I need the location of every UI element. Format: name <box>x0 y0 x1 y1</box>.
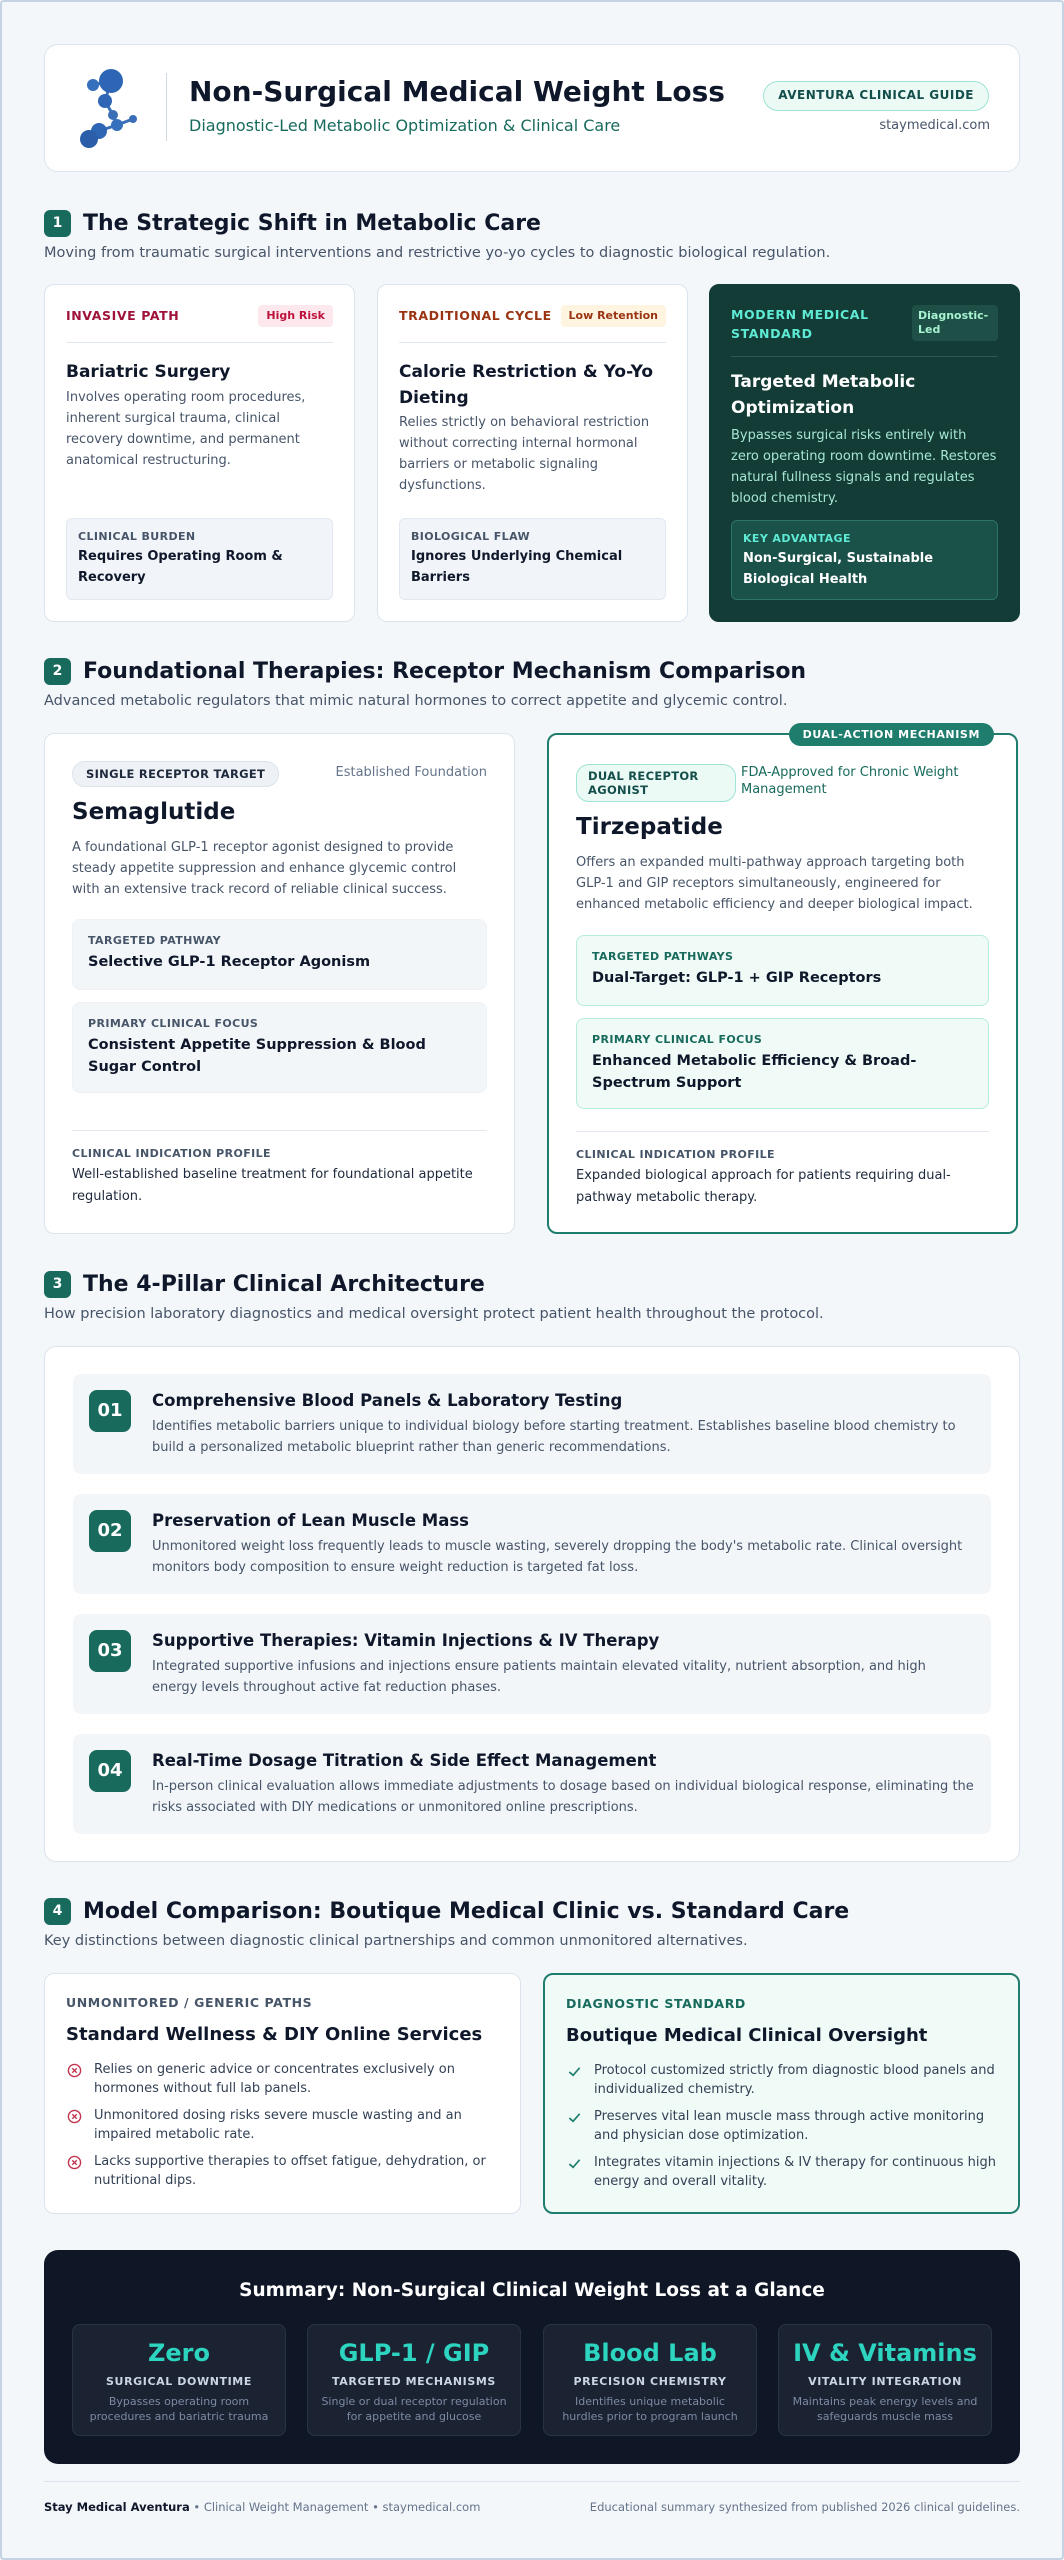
section-subtitle: How precision laboratory diagnostics and medical oversight protect patient health throughout the protocol. <box>44 1306 824 1322</box>
section-number: 1 <box>44 210 71 237</box>
pathway-value: Dual-Target: GLP-1 + GIP Receptors <box>592 970 882 986</box>
section-title: Foundational Therapies: Receptor Mechanism Comparison <box>83 659 807 684</box>
card-bariatric-surgery <box>44 284 355 622</box>
comparison-title: Standard Wellness & DIY Online Services <box>66 2024 483 2045</box>
pillar-row <box>73 1614 991 1714</box>
pillar-description: Unmonitored weight loss frequently leads to muscle wasting, severely dropping the body's metabolic rate. Clinical oversight monitors body composition to ensure weight reduction is targeted fat loss. <box>152 1539 963 1575</box>
pathway-box <box>72 919 487 990</box>
card-label: MODERN MEDICAL STANDARD <box>731 307 869 341</box>
page-title: Non-Surgical Medical Weight Loss <box>189 75 725 108</box>
pillar-title: Supportive Therapies: Vitamin Injections & IV Therapy <box>152 1631 660 1650</box>
list-item <box>66 2106 499 2152</box>
profile-label: CLINICAL INDICATION PROFILE <box>576 1148 775 1161</box>
receptor-pill: SINGLE RECEPTOR TARGET <box>72 761 279 787</box>
section-title: The Strategic Shift in Metabolic Care <box>83 211 541 236</box>
footer-brand-name: Stay Medical Aventura <box>44 2500 190 2514</box>
diagnostic-tag: Diagnostic-Led <box>912 305 998 341</box>
section-4-header <box>44 1898 1020 1958</box>
pillar-title: Preservation of Lean Muscle Mass <box>152 1511 469 1530</box>
focus-value: Enhanced Metabolic Efficiency & Broad-Spectrum Support <box>592 1053 917 1091</box>
receptor-pill: DUAL RECEPTOR AGONIST <box>576 764 736 802</box>
pathway-label: TARGETED PATHWAYS <box>592 950 734 963</box>
divider <box>399 342 666 343</box>
x-circle-icon <box>67 2063 82 2078</box>
pillar-title: Comprehensive Blood Panels & Laboratory Testing <box>152 1391 623 1410</box>
comparison-title: Boutique Medical Clinical Oversight <box>566 2025 928 2046</box>
profile-value: Well-established baseline treatment for foundational appetite regulation. <box>72 1167 473 1204</box>
footer-brand-rest: • Clinical Weight Management • staymedical.com <box>189 2500 481 2514</box>
summary-value: GLP-1 / GIP <box>338 2339 490 2367</box>
header-divider <box>166 73 167 141</box>
page-subtitle: Diagnostic-Led Metabolic Optimization & Clinical Care <box>189 116 621 135</box>
checkmark-icon <box>567 2156 582 2171</box>
card-semaglutide <box>44 733 515 1234</box>
summary-value: IV & Vitamins <box>793 2339 977 2367</box>
section-subtitle: Moving from traumatic surgical interventions and restrictive yo-yo cycles to diagnostic biological regulation. <box>44 245 831 261</box>
divider <box>731 356 998 357</box>
summary-description: Single or dual receptor regulation for appetite and glucose <box>321 2395 507 2423</box>
focus-value: Consistent Appetite Suppression & Blood Sugar Control <box>88 1037 426 1075</box>
callout-value: Ignores Underlying Chemical Barriers <box>411 549 623 585</box>
list-item-text: Integrates vitamin injections & IV therapy for continuous high energy and overall vitality. <box>594 2155 996 2189</box>
section-2-header <box>44 658 1020 718</box>
pillar-title: Real-Time Dosage Titration & Side Effect Management <box>152 1751 657 1770</box>
summary-cell <box>72 2324 286 2436</box>
retention-tag: Low Retention <box>561 305 666 327</box>
card-title: Bariatric Surgery <box>66 362 231 382</box>
pathway-label: TARGETED PATHWAY <box>88 934 222 947</box>
card-label: INVASIVE PATH <box>66 308 180 323</box>
section-number: 4 <box>44 1898 71 1925</box>
card-title: Calorie Restriction & Yo-Yo Dieting <box>399 362 654 408</box>
card-label: TRADITIONAL CYCLE <box>399 308 552 323</box>
card-metabolic-optimization <box>709 284 1020 622</box>
card-callout <box>731 520 998 600</box>
divider <box>66 342 333 343</box>
comparison-label: UNMONITORED / GENERIC PATHS <box>66 1995 313 2010</box>
card-description: Bypasses surgical risks entirely with zero operating room downtime. Restores natural fullness signals and regulates blood chemistry. <box>731 428 997 506</box>
pillar-description: In-person clinical evaluation allows immediate adjustments to dosage based on individual biological response, eliminating the risks associated with DIY medications or unmonitored online prescriptions. <box>152 1779 974 1815</box>
section-subtitle: Advanced metabolic regulators that mimic natural hormones to correct appetite and glycemic control. <box>44 693 788 709</box>
list-item-text: Relies on generic advice or concentrates exclusively on hormones without full lab panels. <box>94 2062 455 2096</box>
card-tirzepatide <box>547 728 1018 1234</box>
card-boutique-clinic <box>543 1973 1020 2214</box>
drug-description: A foundational GLP-1 receptor agonist designed to provide steady appetite suppression and enhance glycemic control with an extensive track record of reliable clinical success. <box>72 840 457 897</box>
callout-label: CLINICAL BURDEN <box>78 530 196 543</box>
list-item-text: Lacks supportive therapies to offset fatigue, dehydration, or nutritional dips. <box>94 2154 486 2188</box>
guide-badge: AVENTURA CLINICAL GUIDE <box>763 81 989 111</box>
focus-box <box>72 1002 487 1093</box>
list-item <box>566 2107 997 2153</box>
x-circle-icon <box>67 2155 82 2170</box>
profile-value: Expanded biological approach for patients requiring dual-pathway metabolic therapy. <box>576 1168 951 1205</box>
summary-value: Blood Lab <box>583 2339 717 2367</box>
pillar-row <box>73 1734 991 1834</box>
callout-label: KEY ADVANTAGE <box>743 532 851 545</box>
summary-label: SURGICAL DOWNTIME <box>106 2375 252 2388</box>
card-callout <box>399 518 666 600</box>
section-number: 3 <box>44 1271 71 1298</box>
summary-value: Zero <box>147 2339 210 2367</box>
summary-description: Identifies unique metabolic hurdles prior to program launch <box>562 2395 738 2423</box>
summary-description: Bypasses operating room procedures and bariatric trauma <box>89 2395 269 2423</box>
checkmark-icon <box>567 2064 582 2079</box>
footer-divider <box>44 2481 1020 2482</box>
header-card <box>44 44 1020 172</box>
footer-note: Educational summary synthesized from published 2026 clinical guidelines. <box>589 2500 1020 2514</box>
molecule-logo-icon <box>75 67 155 151</box>
list-item <box>66 2152 499 2198</box>
summary-cell <box>543 2324 757 2436</box>
section-3-header <box>44 1271 1020 1331</box>
footer-brand <box>44 2500 480 2514</box>
summary-cell <box>307 2324 521 2436</box>
section-1-header <box>44 210 1020 270</box>
card-note: FDA-Approved for Chronic Weight Management <box>741 765 959 797</box>
drawback-list <box>66 2060 499 2198</box>
pillar-description: Identifies metabolic barriers unique to individual biology before starting treatment. Establishes baseline blood chemistry to build a personalized metabolic blueprint rather than generic recommendations. <box>152 1419 956 1455</box>
pillar-number: 04 <box>89 1750 131 1792</box>
list-item-text: Unmonitored dosing risks severe muscle wasting and an impaired metabolic rate. <box>94 2108 462 2142</box>
pillar-row <box>73 1494 991 1594</box>
summary-label: TARGETED MECHANISMS <box>332 2375 496 2388</box>
summary-label: PRECISION CHEMISTRY <box>573 2375 727 2388</box>
summary-title: Summary: Non-Surgical Clinical Weight Loss at a Glance <box>239 2280 825 2301</box>
card-standard-care <box>44 1973 521 2214</box>
pathway-box <box>576 935 989 1006</box>
callout-label: BIOLOGICAL FLAW <box>411 530 531 543</box>
pillar-number: 02 <box>89 1510 131 1552</box>
benefit-list <box>566 2061 997 2199</box>
comparison-label: DIAGNOSTIC STANDARD <box>566 1996 746 2011</box>
divider <box>72 1130 487 1131</box>
drug-description: Offers an expanded multi-pathway approach targeting both GLP-1 and GIP receptors simultaneously, engineered for enhanced metabolic efficiency and deeper biological impact. <box>576 855 973 912</box>
checkmark-icon <box>567 2110 582 2125</box>
risk-tag: High Risk <box>258 305 333 327</box>
section-title: Model Comparison: Boutique Medical Clinic vs. Standard Care <box>83 1899 850 1924</box>
card-description: Involves operating room procedures, inherent surgical trauma, clinical recovery downtime, and permanent anatomical restructuring. <box>66 390 306 468</box>
card-note: Established Foundation <box>335 765 487 780</box>
pillar-row <box>73 1374 991 1474</box>
card-calorie-restriction <box>377 284 688 622</box>
list-item <box>566 2153 997 2199</box>
callout-value: Requires Operating Room & Recovery <box>78 549 283 585</box>
pathway-value: Selective GLP-1 Receptor Agonism <box>88 954 371 970</box>
summary-description: Maintains peak energy levels and safeguards muscle mass <box>792 2395 978 2423</box>
x-circle-icon <box>67 2109 82 2124</box>
summary-cell <box>778 2324 992 2436</box>
site-link[interactable]: staymedical.com <box>879 118 990 133</box>
dual-action-ribbon: DUAL-ACTION MECHANISM <box>789 723 994 746</box>
drug-name: Tirzepatide <box>576 814 723 840</box>
pillar-description: Integrated supportive infusions and injections ensure patients maintain elevated vitality, nutrient absorption, and high energy levels throughout active fat reduction phases. <box>152 1659 926 1695</box>
list-item-text: Preserves vital lean muscle mass through active monitoring and physician dose optimization. <box>594 2109 985 2143</box>
focus-label: PRIMARY CLINICAL FOCUS <box>88 1017 259 1030</box>
focus-label: PRIMARY CLINICAL FOCUS <box>592 1033 763 1046</box>
profile-label: CLINICAL INDICATION PROFILE <box>72 1147 271 1160</box>
list-item <box>66 2060 499 2106</box>
pillars-panel <box>44 1346 1020 1862</box>
section-number: 2 <box>44 658 71 685</box>
callout-value: Non-Surgical, Sustainable Biological Health <box>743 551 934 587</box>
list-item-text: Protocol customized strictly from diagnostic blood panels and individualized chemistry. <box>594 2063 995 2097</box>
pillar-number: 03 <box>89 1630 131 1672</box>
card-callout <box>66 518 333 600</box>
summary-panel <box>44 2250 1020 2464</box>
card-description: Relies strictly on behavioral restriction without correcting internal hormonal barriers or metabolic signaling dysfunctions. <box>399 415 650 493</box>
divider <box>576 1131 989 1132</box>
pillar-number: 01 <box>89 1390 131 1432</box>
focus-box <box>576 1018 989 1109</box>
drug-name: Semaglutide <box>72 799 236 825</box>
list-item <box>566 2061 997 2107</box>
section-subtitle: Key distinctions between diagnostic clinical partnerships and common unmonitored alternatives. <box>44 1933 748 1949</box>
summary-label: VITALITY INTEGRATION <box>808 2375 962 2388</box>
section-title: The 4-Pillar Clinical Architecture <box>83 1272 485 1297</box>
card-title: Targeted Metabolic Optimization <box>731 372 916 418</box>
